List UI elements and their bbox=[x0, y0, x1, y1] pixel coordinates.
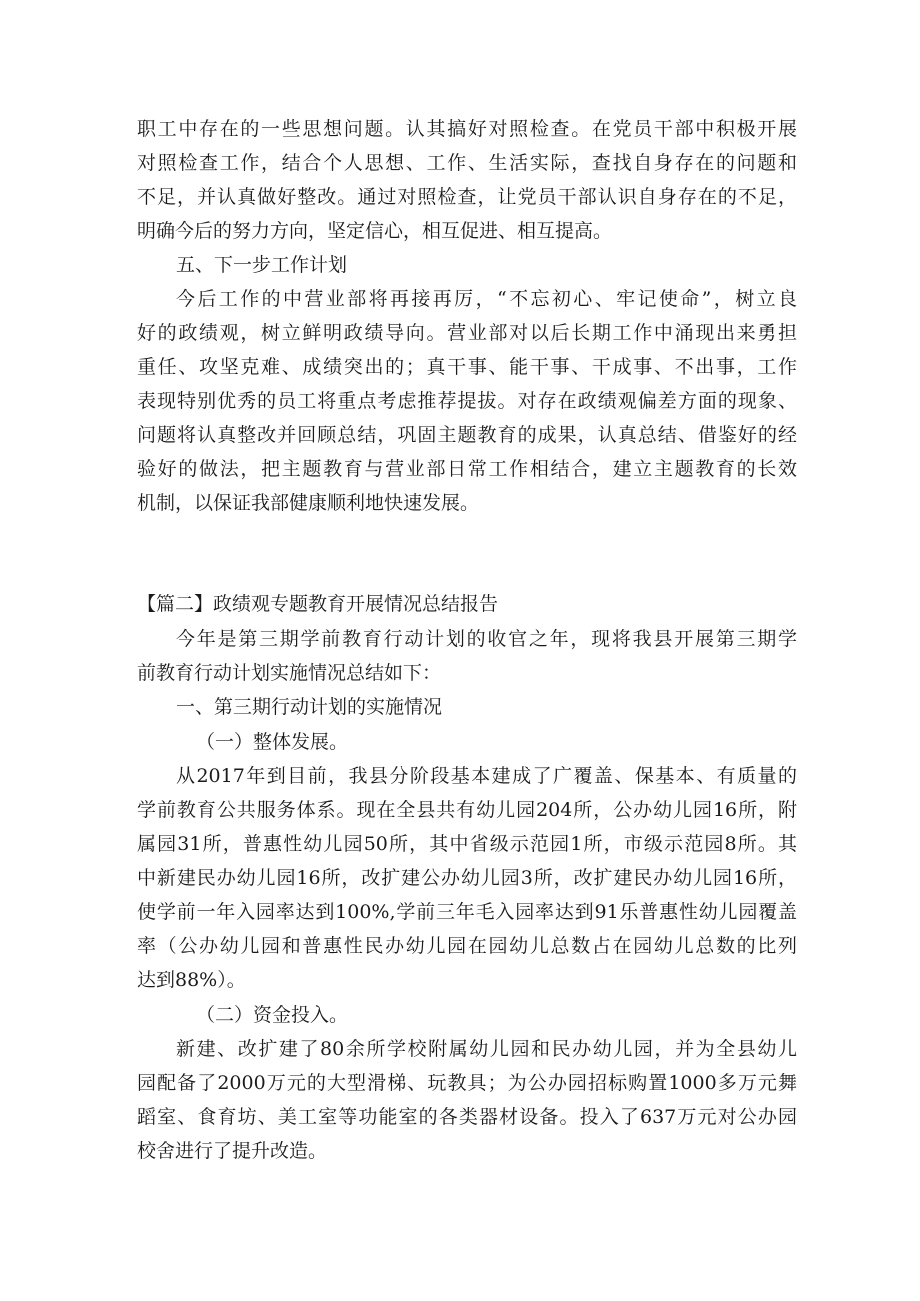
paragraph-line: 对照检查工作，结合个人思想、工作、生活实际，查找自身存在的问题和 bbox=[137, 152, 797, 174]
paragraph-line: 校舍进行了提升改造。 bbox=[137, 1140, 328, 1162]
paragraph-line: 达到88%）。 bbox=[137, 969, 246, 991]
paragraph-line: 新建、改扩建了80余所学校附属幼儿园和民办幼儿园，并为全县幼儿 bbox=[176, 1038, 797, 1060]
paragraph-line: 问题将认真整改并回顾总结，巩固主题教育的成果，认真总结、借鉴好的经 bbox=[137, 424, 797, 446]
paragraph-line: 率（公办幼儿园和普惠性民办幼儿园在园幼儿总数占在园幼儿总数的比列 bbox=[137, 935, 797, 957]
paragraph-line: 前教育行动计划实施情况总结如下： bbox=[137, 662, 442, 684]
section-heading: 五、下一步工作计划 bbox=[176, 254, 348, 276]
subsection-heading: （二）资金投入。 bbox=[196, 1004, 349, 1026]
paragraph-line: 今年是第三期学前教育行动计划的收官之年，现将我县开展第三期学 bbox=[176, 628, 797, 650]
paragraph-line: 属园31所，普惠性幼儿园50所，其中省级示范园1所，市级示范园8所。其 bbox=[137, 833, 797, 855]
paragraph-line: 蹈室、食育坊、美工室等功能室的各类器材设备。投入了637万元对公办园 bbox=[137, 1106, 797, 1128]
document-title: 【篇二】政绩观专题教育开展情况总结报告 bbox=[137, 593, 499, 615]
paragraph-line: 学前教育公共服务体系。现在全县共有幼儿园204所，公办幼儿园16所，附 bbox=[137, 799, 797, 821]
paragraph-line: 使学前一年入园率达到100%,学前三年毛入园率达到91乐普惠性幼儿园覆盖 bbox=[137, 901, 797, 923]
paragraph-line: 园配备了2000万元的大型滑梯、玩教具；为公办园招标购置1000多万元舞 bbox=[137, 1072, 797, 1094]
paragraph-line: 重任、攻坚克难、成绩突出的；真干事、能干事、干成事、不出事，工作 bbox=[137, 356, 797, 378]
paragraph-line: 表现特别优秀的员工将重点考虑推荐提拔。对存在政绩观偏差方面的现象、 bbox=[137, 390, 797, 412]
paragraph-line: 职工中存在的一些思想问题。认其搞好对照检查。在党员干部中积极开展 bbox=[137, 118, 797, 140]
paragraph-line: 中新建民办幼儿园16所，改扩建公办幼儿园3所，改扩建民办幼儿园16所， bbox=[137, 867, 797, 889]
paragraph-line: 验好的做法，把主题教育与营业部日常工作相结合，建立主题教育的长效 bbox=[137, 458, 797, 480]
subsection-heading: （一）整体发展。 bbox=[196, 731, 349, 753]
section-heading: 一、第三期行动计划的实施情况 bbox=[176, 696, 443, 718]
paragraph-line: 不足，并认真做好整改。通过对照检查，让党员干部认识自身存在的不足， bbox=[137, 186, 797, 208]
paragraph-line: 机制，以保证我部健康顺利地快速发展。 bbox=[137, 492, 480, 514]
paragraph-line: 今后工作的中营业部将再接再厉，“不忘初心、牢记使命”，树立良 bbox=[176, 288, 797, 310]
paragraph-line: 从2017年到目前，我县分阶段基本建成了广覆盖、保基本、有质量的 bbox=[176, 765, 797, 787]
paragraph-line: 好的政绩观，树立鲜明政绩导向。营业部对以后长期工作中涌现出来勇担 bbox=[137, 322, 797, 344]
paragraph-line: 明确今后的努力方向，坚定信心，相互促进、相互提高。 bbox=[137, 220, 613, 242]
